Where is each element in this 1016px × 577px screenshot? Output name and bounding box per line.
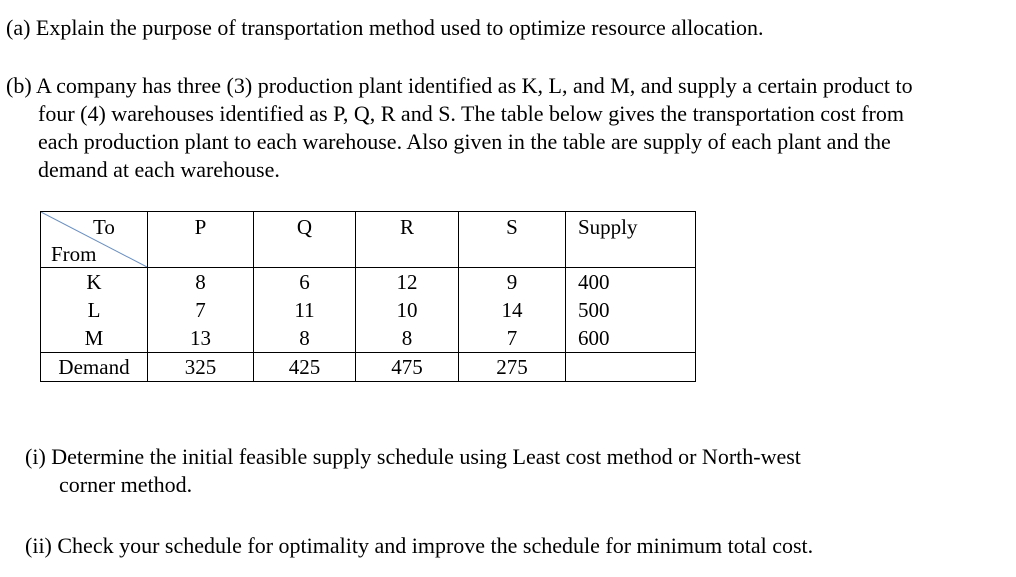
demand-cell: 475 [356,353,459,382]
table-header-row [41,212,696,268]
cost-cell: 6 [254,268,356,297]
question-part-i [25,443,1005,499]
demand-cell: 425 [254,353,356,382]
column-header-p: P [148,212,254,268]
transportation-cost-table [40,211,696,382]
cost-cell: 8 [356,324,459,353]
part-b-line: four (4) warehouses identified as P, Q, R and S. The table below gives the transportation cost from [38,101,904,126]
cost-cell: 8 [254,324,356,353]
cost-cell: 14 [459,296,566,324]
supply-cell: 500 [566,296,696,324]
corner-cell [41,212,148,268]
table-row-l [41,296,696,324]
cost-cell: 8 [148,268,254,297]
corner-from-label: From [51,242,97,266]
part-b-line: (b) A company has three (3) production plant identified as K, L, and M, and supply a certain product to [6,73,913,98]
table-row-demand [41,353,696,382]
cost-cell: 11 [254,296,356,324]
table-row-m [41,324,696,353]
question-part-a: (a) Explain the purpose of transportation method used to optimize resource allocation. [6,15,764,40]
part-b-line: each production plant to each warehouse. Also given in the table are supply of each plant and the [38,129,891,154]
row-label: K [41,268,148,297]
row-label: Demand [41,353,148,382]
cost-cell: 7 [459,324,566,353]
part-b-line: demand at each warehouse. [38,157,280,182]
question-part-ii: (ii) Check your schedule for optimality and improve the schedule for minimum total cost. [25,533,814,558]
demand-cell: 275 [459,353,566,382]
part-i-line: corner method. [59,472,193,497]
supply-cell: 600 [566,324,696,353]
cost-cell: 10 [356,296,459,324]
demand-cell: 325 [148,353,254,382]
column-header-r: R [356,212,459,268]
corner-to-label: To [93,215,115,239]
part-i-line: (i) Determine the initial feasible supply schedule using Least cost method or North-west [25,444,801,469]
column-header-q: Q [254,212,356,268]
cost-cell: 7 [148,296,254,324]
supply-cell: 400 [566,268,696,297]
table-row-k [41,268,696,297]
row-label: M [41,324,148,353]
cost-cell: 12 [356,268,459,297]
row-label: L [41,296,148,324]
supply-cell [566,353,696,382]
column-header-supply: Supply [566,212,696,268]
question-part-b [6,72,1010,184]
column-header-s: S [459,212,566,268]
cost-cell: 13 [148,324,254,353]
cost-cell: 9 [459,268,566,297]
